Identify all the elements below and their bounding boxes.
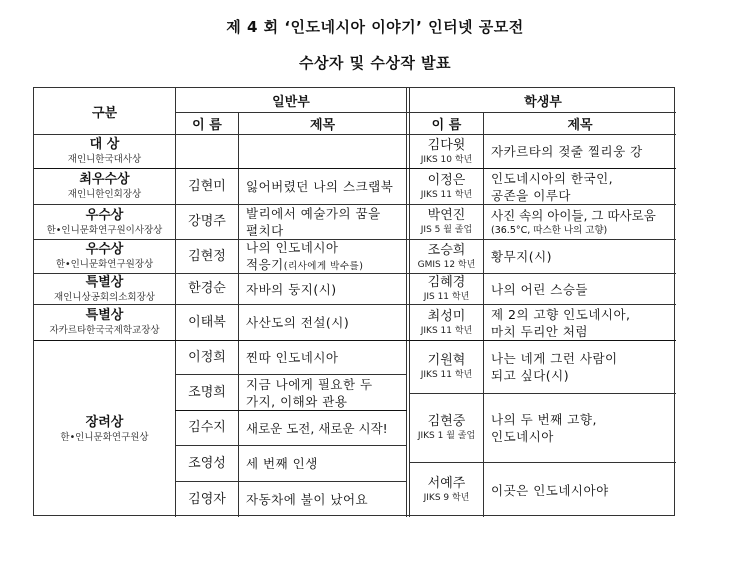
work-title-line: 공존을 이루다 (491, 187, 571, 203)
general-name-cell (176, 240, 238, 273)
work-title-line: 인도네시아의 한국인, (491, 170, 614, 186)
student-name-cell (410, 305, 483, 340)
winner-name: 김현미 (188, 178, 226, 194)
student-name-cell (410, 341, 483, 393)
student-title-cell (484, 274, 676, 304)
work-title: 사산도의 전설(시) (246, 315, 350, 330)
general-title-cell (239, 375, 406, 410)
general-title-cell (239, 274, 406, 304)
work-title-line: 발리에서 예술가의 꿈을 (246, 206, 381, 221)
work-title: 자바의 둥지(시) (246, 281, 337, 297)
header-student-name: 이 름 (431, 118, 462, 133)
winner-name: 김다윗 (427, 137, 466, 153)
winner-name: 서예주 (427, 476, 466, 491)
award-sponsor: 재인니한인회장상 (67, 189, 142, 200)
student-title-cell (484, 463, 676, 517)
winner-name: 이태복 (188, 314, 226, 330)
general-title-cell (239, 169, 406, 204)
header-student-title: 제목 (567, 118, 593, 133)
general-title-cell (239, 305, 406, 340)
award-sponsor: 재인니한국대사상 (67, 154, 142, 165)
header-general-title: 제목 (309, 118, 336, 133)
work-title-line: 지금 나에게 필요한 두 (246, 376, 373, 392)
work-title-main: 적응기 (246, 257, 284, 272)
work-title-line: 인도네시아 (491, 429, 554, 444)
work-title-line: 사진 속의 아이들, 그 따사로움 (491, 207, 656, 223)
general-title-cell (239, 482, 406, 517)
winner-school: JIS 5 월 졸업 (420, 225, 473, 235)
general-title-cell (239, 446, 406, 481)
general-title-cell (239, 240, 406, 273)
winner-school: JIKS 10 학년 (420, 154, 473, 165)
work-title-line: 되고 싶다(시) (491, 368, 570, 383)
student-name-cell (410, 205, 483, 239)
work-title: 잃어버렸던 나의 스크랩북 (246, 179, 394, 194)
work-title-line: 제 2의 고향 인도네시아, (491, 306, 631, 322)
header-category: 구분 (91, 105, 118, 121)
work-title-line: 나의 두 번째 고향, (491, 412, 597, 427)
winner-name: 최성미 (427, 308, 466, 324)
general-name-cell (176, 446, 238, 481)
award-category-cell (34, 205, 175, 239)
student-title-cell (484, 394, 676, 462)
winner-name: 조영성 (188, 455, 226, 471)
winner-school: JIKS 11 학년 (420, 370, 473, 380)
winner-name: 김현정 (188, 248, 226, 264)
winner-name: 김혜경 (427, 275, 466, 290)
general-name-cell (176, 411, 238, 445)
work-title-line: 나의 인도네시아 (246, 240, 339, 255)
work-title-subtitle: (리사에게 박수를) (283, 261, 364, 272)
winner-name: 박연진 (427, 208, 466, 223)
document-subtitle: 수상자 및 수상작 발표 (298, 54, 452, 72)
winner-name: 김영자 (188, 491, 226, 507)
work-title: 자카르타의 젖줄 찔리웅 강 (491, 144, 643, 159)
winner-name: 강명주 (188, 214, 226, 229)
student-name-cell (410, 240, 483, 273)
work-title: 나의 어린 스승들 (491, 281, 588, 297)
award-category-cell (34, 341, 175, 517)
awards-table (33, 87, 675, 516)
winner-name: 조승희 (427, 242, 466, 258)
award-category-cell (34, 240, 175, 273)
winner-name: 김수지 (188, 420, 226, 435)
winner-name: 조명희 (188, 384, 226, 400)
award-name: 최우수상 (79, 172, 130, 187)
winner-school: JIKS 11 학년 (420, 325, 473, 336)
header-general-name: 이 름 (192, 118, 222, 133)
work-title-line: 나는 네게 그런 사람이 (491, 351, 618, 366)
award-category-cell (34, 135, 175, 168)
winner-name: 기원혁 (427, 353, 466, 368)
work-title-line (246, 256, 363, 273)
general-title-cell (239, 411, 406, 445)
document-title: 제 4 회 ‘인도네시아 이야기’ 인터넷 공모전 (226, 18, 524, 36)
student-name-cell (410, 463, 483, 517)
work-title-line: 펼치다 (246, 223, 284, 238)
winner-name: 한경순 (188, 281, 226, 296)
general-name-cell (176, 375, 238, 410)
general-name-cell (176, 169, 238, 204)
award-category-cell (34, 305, 175, 340)
winner-school: JIKS 1 월 졸업 (417, 431, 476, 441)
student-title-cell (484, 169, 676, 204)
award-name: 특별상 (85, 274, 124, 290)
award-name: 특별상 (85, 308, 124, 323)
header-student-division: 학생부 (524, 94, 562, 110)
general-title-cell (239, 135, 406, 168)
general-title-cell (239, 205, 406, 239)
award-name: 장려상 (85, 414, 124, 430)
student-title-cell (484, 341, 676, 393)
student-title-cell (484, 240, 676, 273)
work-title: 새로운 도전, 새로운 시작! (246, 420, 388, 436)
winner-school: JIS 11 학년 (423, 292, 470, 302)
winner-name: 이정희 (188, 349, 226, 365)
award-sponsor: 한•인니문화연구원이사장상 (46, 224, 163, 236)
general-name-cell (176, 482, 238, 517)
work-title: 세 번째 인생 (246, 456, 318, 471)
student-name-cell (410, 169, 483, 204)
general-name-cell (176, 274, 238, 304)
student-title-cell (484, 205, 676, 239)
award-name: 대 상 (89, 137, 120, 152)
winner-school: GMIS 12 학년 (417, 259, 476, 270)
winner-school: JIKS 11 학년 (420, 189, 473, 200)
award-name: 우수상 (85, 242, 124, 257)
general-name-cell (176, 341, 238, 374)
award-category-cell (34, 169, 175, 204)
general-name-cell (176, 135, 238, 168)
general-name-cell (176, 205, 238, 239)
work-title-line: (36.5°C, 따스한 나의 고향) (491, 224, 608, 236)
award-category-cell (34, 274, 175, 304)
award-sponsor: 한•인니문화연구원장상 (55, 259, 154, 270)
divider (406, 88, 407, 517)
award-name: 우수상 (85, 207, 124, 223)
work-title: 찐따 인도네시아 (246, 350, 339, 365)
student-title-cell (484, 305, 676, 340)
work-title: 이곳은 인도네시아야 (491, 482, 609, 498)
general-name-cell (176, 305, 238, 340)
student-title-cell (484, 135, 676, 168)
work-title-line: 마치 두리안 처럼 (491, 323, 588, 339)
work-title-line: 가지, 이해와 관용 (246, 393, 348, 409)
header-general-division: 일반부 (272, 94, 310, 110)
student-name-cell (410, 135, 483, 168)
award-sponsor: 한•인니문화연구원상 (60, 431, 149, 443)
general-title-cell (239, 341, 406, 374)
award-sponsor: 재인니상공회의소회장상 (54, 291, 155, 303)
work-title: 자동차에 불이 났어요 (246, 492, 369, 507)
work-title: 황무지(시) (491, 249, 553, 264)
winner-name: 이정은 (427, 172, 466, 188)
winner-name: 김현중 (427, 414, 466, 429)
student-name-cell (410, 274, 483, 304)
winner-school: JIKS 9 학년 (423, 493, 470, 503)
student-name-cell (410, 394, 483, 462)
award-sponsor: 자카르타한국국제학교장상 (49, 325, 160, 336)
